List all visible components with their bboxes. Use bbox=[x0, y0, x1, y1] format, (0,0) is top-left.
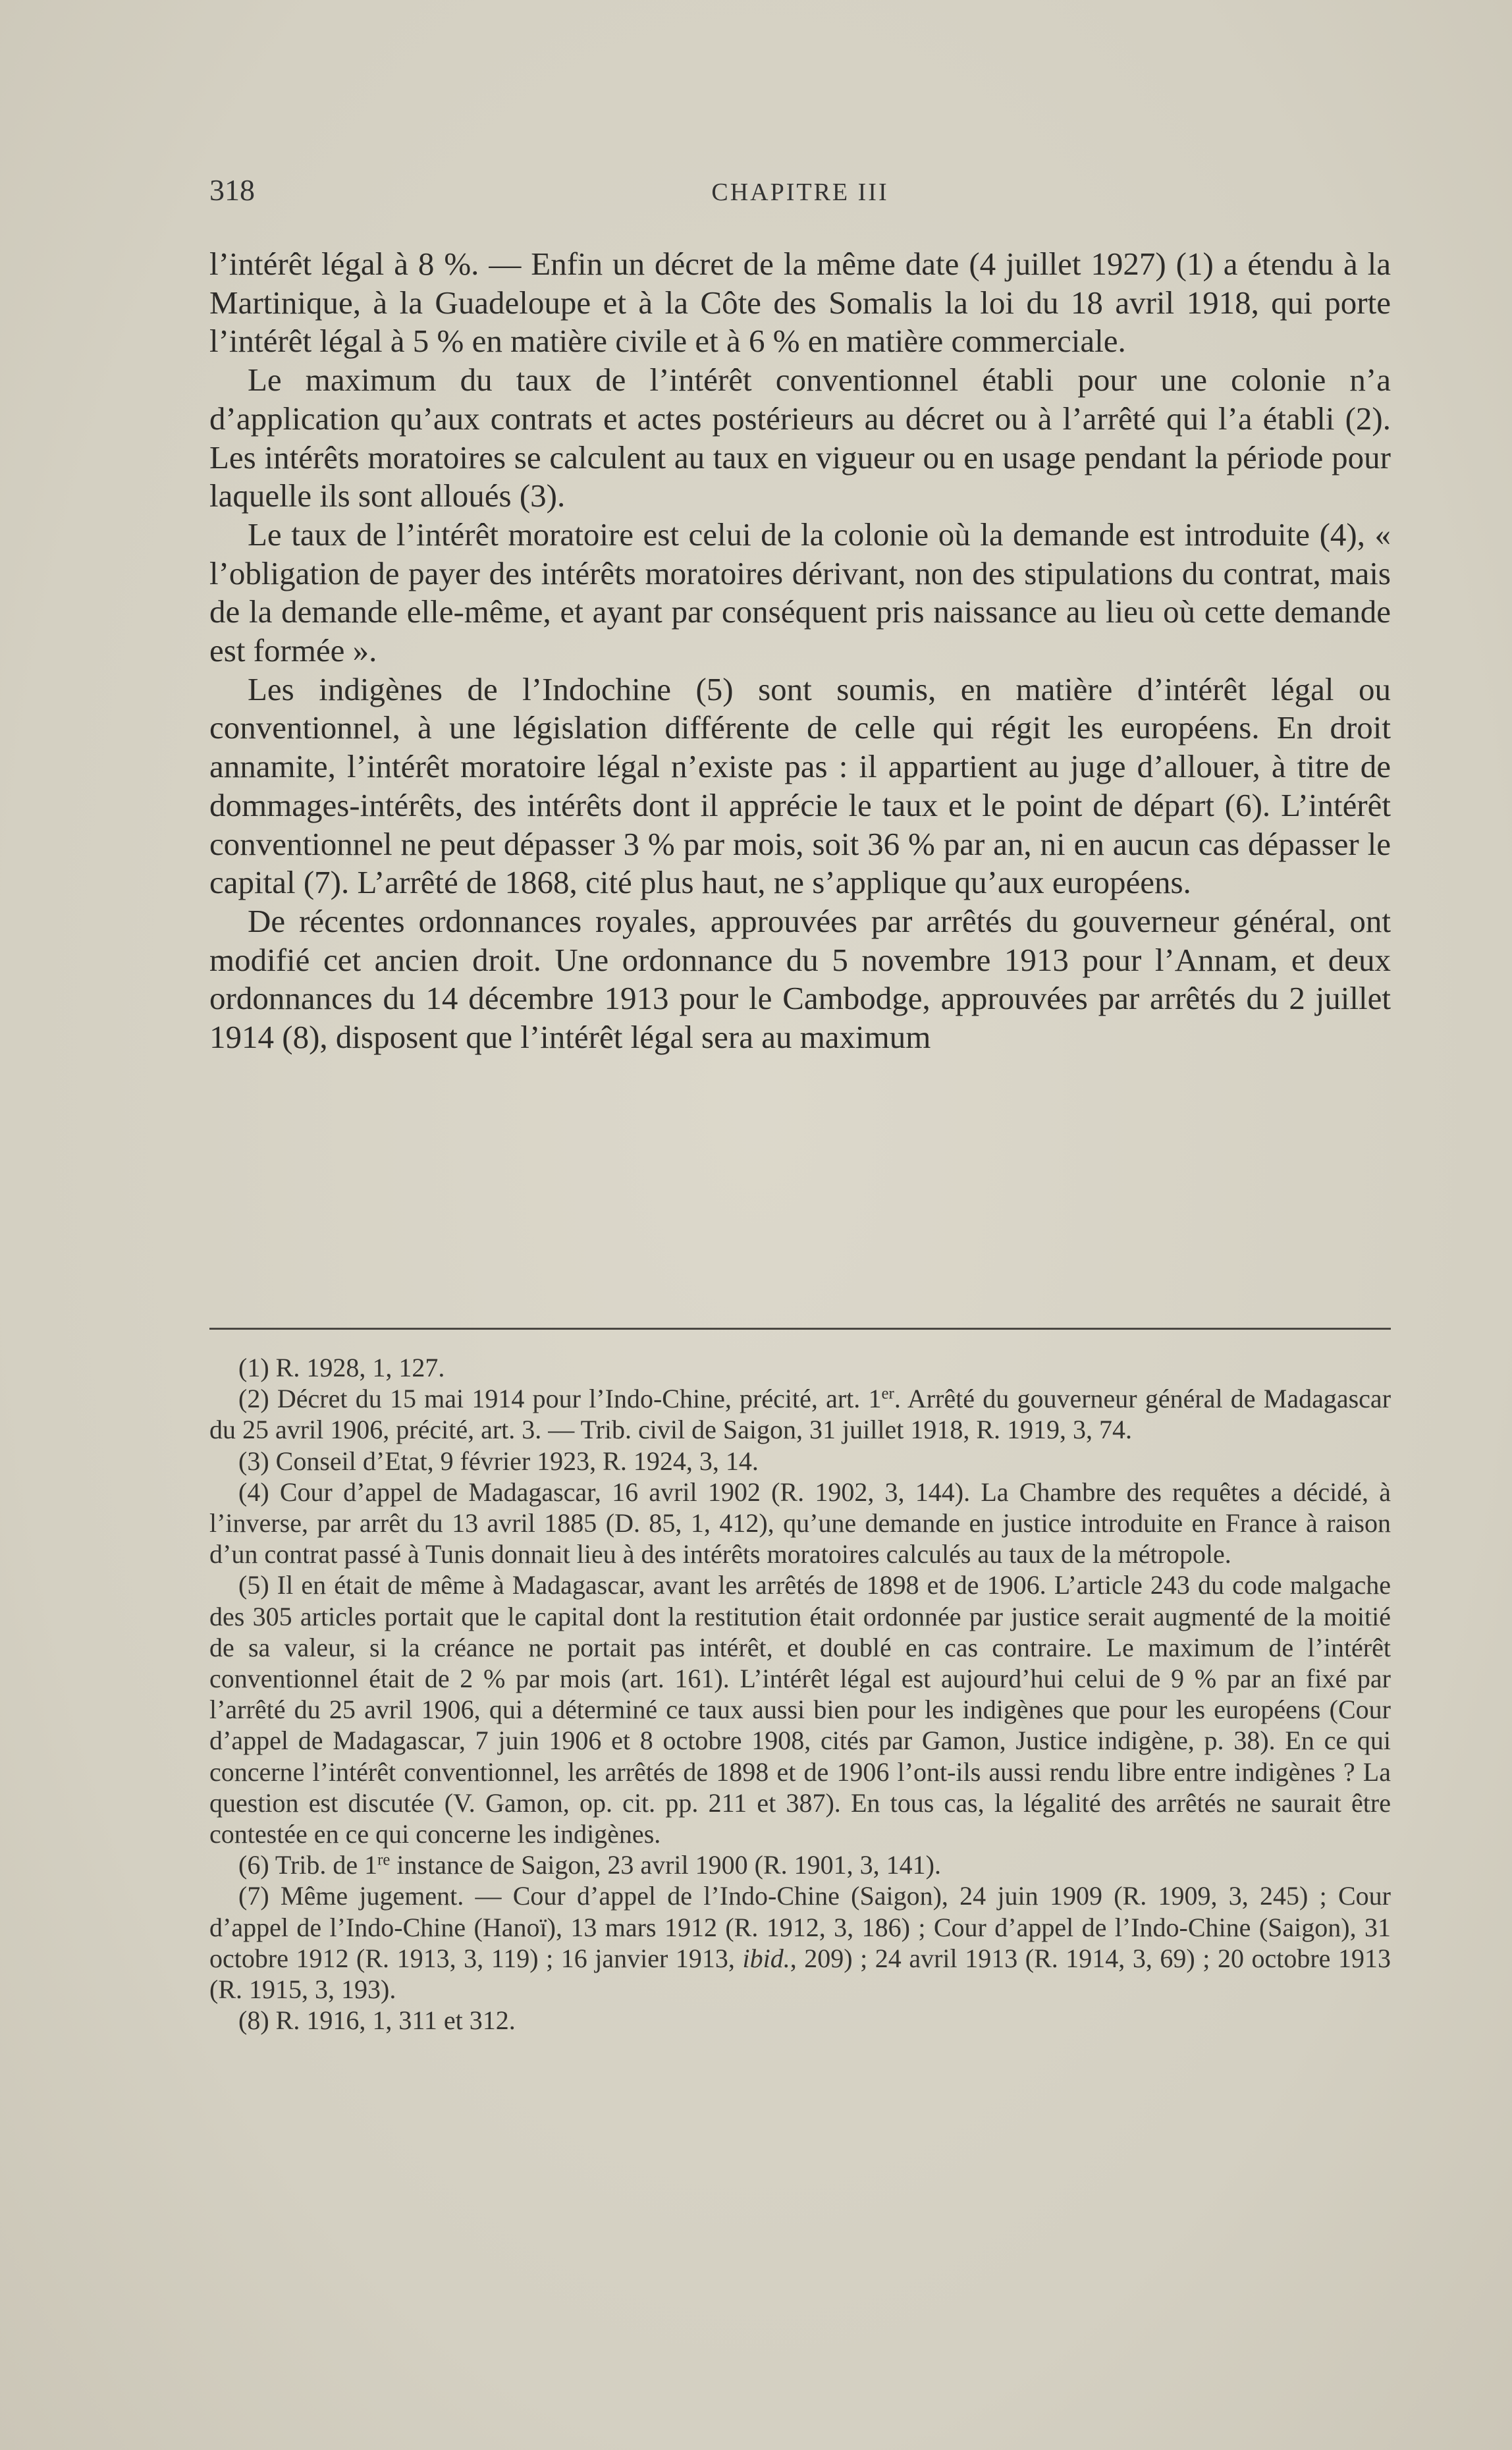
footnote-7-text-cont: , 209) ; 24 avril 1913 (R. 1914, 3, 69) ; 20 octobre 1913 (R. 1915, 3, 193). bbox=[209, 1943, 1391, 2005]
footnote-6-superscript: re bbox=[377, 1851, 391, 1869]
footnote-separator bbox=[209, 1328, 1391, 1330]
main-text bbox=[209, 245, 1391, 1057]
footnote-7 bbox=[209, 1880, 1391, 2005]
footnote-1: (1) R. 1928, 1, 127. bbox=[238, 1353, 445, 1382]
running-head: CHAPITRE III bbox=[711, 178, 889, 206]
paragraph: Les indigènes de l’Indochine (5) sont soumis, en matière d’intérêt légal ou conventionnel, à une législation différente de celle qui régit les européens. En droit annamite, l’intérêt moratoire légal n’existe pas : il appartient au juge d’allouer, à titre de dommages-intérêts, des intérêts dont il apprécie le taux et le point de départ (6). L’intérêt conventionnel ne peut dépasser 3 % par mois, soit 36 % par an, ni en aucun cas dépasser le capital (7). L’arrêté de 1868, cité plus haut, ne s’applique qu’aux européens. bbox=[209, 670, 1391, 901]
page-header bbox=[209, 173, 1391, 212]
footnote-2-superscript: er bbox=[881, 1384, 894, 1403]
footnote-7-text: (7) Même jugement. — Cour d’appel de l’Indo-Chine (Saigon), 24 juin 1909 (R. 1909, 3, 245) ; Cour d’appel de l’Indo-Chine (Hanoï), 13 mars 1912 (R. 1912, 3, 186) ; Cour d’appel de l’Indo-Chine (Saigon), 31 octobre 1912 (R. 1913, 3, 119) ; 16 janvier 1913, bbox=[209, 1881, 1391, 1973]
footnote-6-text: (6) Trib. de 1 bbox=[238, 1850, 378, 1880]
footnote-6 bbox=[209, 1849, 1391, 1880]
footnote-2 bbox=[209, 1383, 1391, 1445]
paragraph: De récentes ordonnances royales, approuvées par arrêtés du gouverneur général, ont modifié cet ancien droit. Une ordonnance du 5 novembre 1913 pour l’Annam, et deux ordonnances du 14 décembre 1913 pour le Cambodge, approuvées par arrêtés du 2 juillet 1914 (8), disposent que l’intérêt légal sera au maximum bbox=[209, 902, 1391, 1056]
footnote-5: (5) Il en était de même à Madagascar, avant les arrêtés de 1898 et de 1906. L’article 243 du code malgache des 305 articles portait que le capital dont la restitution était ordonnée par justice serait augmenté de la moitié de sa valeur, si la créance ne portait pas intérêt, et doublé en cas contraire. Le maximum de l’intérêt conventionnel était de 2 % par mois (art. 161). L’intérêt légal est aujourd’hui celui de 9 % par an fixé par l’arrêté du 25 avril 1906, qui a déterminé ce taux aussi bien pour les indigènes que pour les européens (Cour d’appel de Madagascar, 7 juin 1906 et 8 octobre 1908, cités par Gamon, Justice indigène, p. 38). En ce qui concerne l’intérêt conventionnel, les arrêtés de 1898 et de 1906 l’ont-ils aussi rendu libre entre indigènes ? La question est discutée (V. Gamon, op. cit. pp. 211 et 387). En tous cas, la légalité des arrêtés ne saurait être contestée en ce qui concerne les indigènes. bbox=[209, 1570, 1391, 1849]
footnote-2-text: (2) Décret du 15 mai 1914 pour l’Indo-Chine, précité, art. 1 bbox=[238, 1384, 882, 1414]
footnote-8: (8) R. 1916, 1, 311 et 312. bbox=[238, 2005, 516, 2036]
footnote-6-text-cont: instance de Saigon, 23 avril 1900 (R. 1901, 3, 141). bbox=[390, 1850, 941, 1880]
footnote-3: (3) Conseil d’Etat, 9 février 1923, R. 1924, 3, 14. bbox=[238, 1446, 759, 1476]
paragraph: Le taux de l’intérêt moratoire est celui de la colonie où la demande est introduite (4), « l’obligation de payer des intérêts moratoires dérivant, non des stipulations du contrat, mais de la demande elle-même, et ayant par conséquent pris naissance au lieu où cette demande est formée ». bbox=[209, 516, 1391, 669]
page-number: 318 bbox=[209, 173, 255, 207]
paragraph: Le maximum du taux de l’intérêt conventionnel établi pour une colonie n’a d’application qu’aux contrats et actes postérieurs au décret ou à l’arrêté qui l’a établi (2). Les intérêts moratoires se calculent au taux en vigueur ou en usage pendant la période pour laquelle ils sont alloués (3). bbox=[209, 362, 1391, 514]
footnotes bbox=[209, 1352, 1391, 2036]
footnote-2-text-cont: . Arrêté du gouverneur général de Madagascar du 25 avril 1906, précité, art. 3. — Trib. civil de Saigon, 31 juillet 1918, R. 1919, 3, 74. bbox=[209, 1384, 1391, 1445]
footnote-7-ibid: ibid. bbox=[742, 1943, 790, 1973]
paragraph: l’intérêt légal à 8 %. — Enfin un décret de la même date (4 juillet 1927) (1) a étendu à la Martinique, à la Guadeloupe et à la Côte des Somalis la loi du 18 avril 1918, qui porte l’intérêt légal à 5 % en matière civile et à 6 % en matière commerciale. bbox=[209, 246, 1391, 360]
footnote-4: (4) Cour d’appel de Madagascar, 16 avril 1902 (R. 1902, 3, 144). La Chambre des requêtes a décidé, à l’inverse, par arrêt du 13 avril 1885 (D. 85, 1, 412), qu’une demande en justice introduite en France à raison d’un contrat passé à Tunis donnait lieu à des intérêts moratoires calculés au taux de la métropole. bbox=[209, 1477, 1391, 1569]
